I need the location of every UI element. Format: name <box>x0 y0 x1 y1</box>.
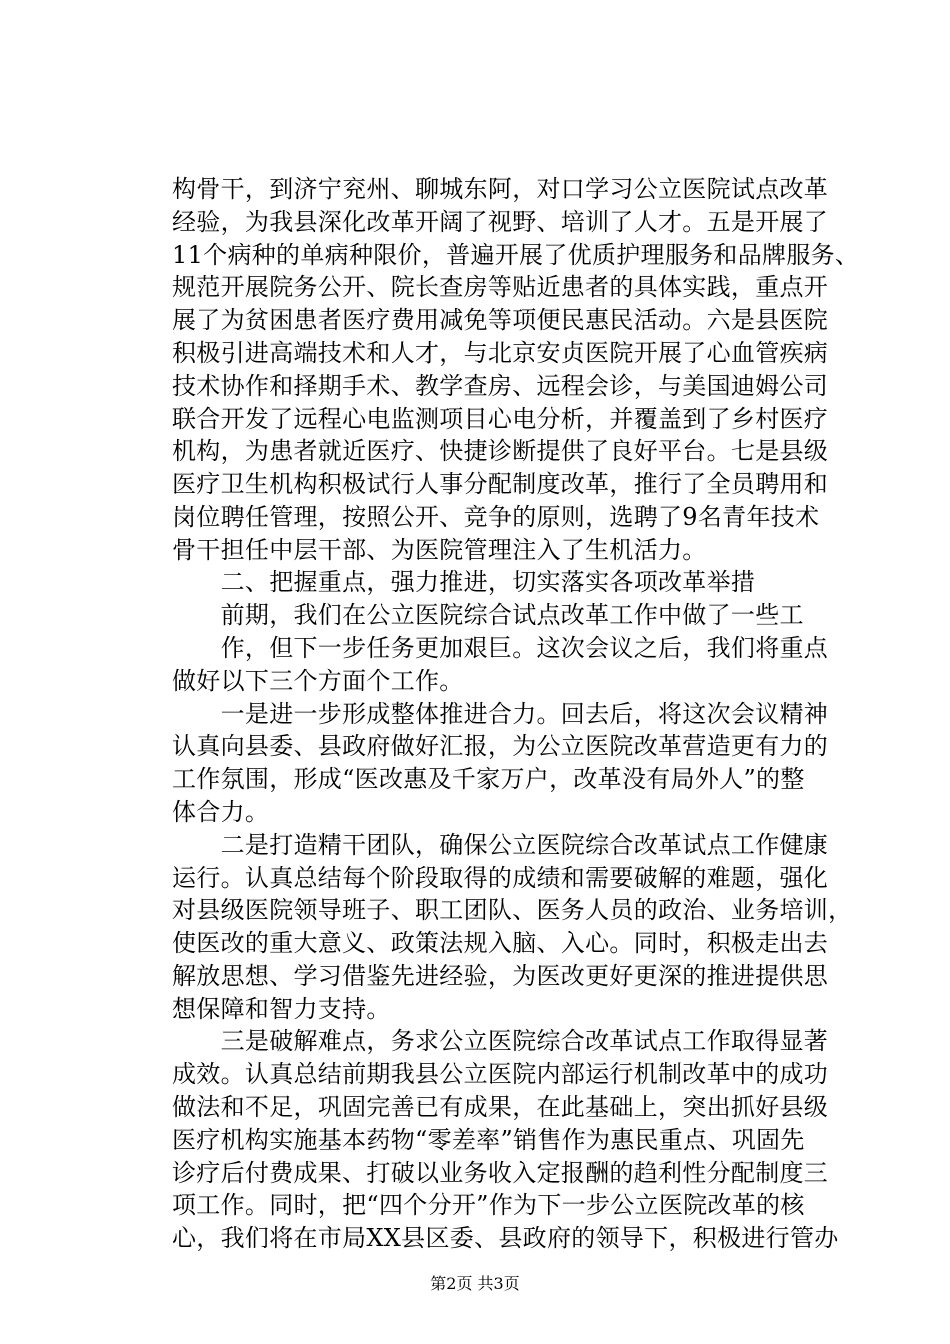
text-line: 医疗卫生机构积极试行人事分配制度改革，推行了全员聘用和 <box>172 470 829 499</box>
text-line: 作，但下一步任务更加艰巨。这次会议之后，我们将重点 <box>172 634 829 663</box>
text-line: 前期，我们在公立医院综合试点改革工作中做了一些工 <box>172 601 804 630</box>
text-line: 岗位聘任管理，按照公开、竞争的原则，选聘了9名青年技术 <box>172 502 820 531</box>
text-line: 积极引进高端技术和人才，与北京安贞医院开展了心血管疾病 <box>172 338 829 367</box>
text-line: 做法和不足，巩固完善已有成果，在此基础上，突出抓好县级 <box>172 1093 829 1122</box>
text-line: 心，我们将在市局XX县区委、县政府的领导下，积极进行管办 <box>172 1224 839 1253</box>
text-line: 工作氛围，形成“医改惠及千家万户，改革没有局外人”的整 <box>172 765 805 794</box>
section-heading: 二、把握重点，强力推进，切实落实各项改革举措 <box>172 568 756 597</box>
text-line: 做好以下三个方面个工作。 <box>172 666 464 695</box>
text-line: 使医改的重大意义、政策法规入脑、入心。同时，积极走出去 <box>172 929 829 958</box>
text-line: 一是进一步形成整体推进合力。回去后，将这次会议精神 <box>172 699 829 728</box>
text-line: 展了为贫困患者医疗费用减免等项便民惠民活动。六是县医院 <box>172 306 829 335</box>
text-line: 11个病种的单病种限价，普遍开展了优质护理服务和品牌服务、 <box>172 240 860 269</box>
text-line: 骨干担任中层干部、为医院管理注入了生机活力。 <box>172 535 707 564</box>
text-line: 项工作。同时，把“四个分开”作为下一步公立医院改革的核 <box>172 1191 805 1220</box>
text-line: 三是破解难点，务求公立医院综合改革试点工作取得显著 <box>172 1027 829 1056</box>
text-line: 技术协作和择期手术、教学查房、远程会诊，与美国迪姆公司 <box>172 371 829 400</box>
text-line: 规范开展院务公开、院长查房等贴近患者的具体实践，重点开 <box>172 273 829 302</box>
text-line: 诊疗后付费成果、打破以业务收入定报酬的趋利性分配制度三 <box>172 1158 829 1187</box>
text-line: 二是打造精干团队，确保公立医院综合改革试点工作健康 <box>172 830 829 859</box>
text-line: 解放思想、学习借鉴先进经验，为医改更好更深的推进提供思 <box>172 961 829 990</box>
text-line: 运行。认真总结每个阶段取得的成绩和需要破解的难题，强化 <box>172 863 829 892</box>
text-line: 认真向县委、县政府做好汇报，为公立医院改革营造更有力的 <box>172 732 829 761</box>
text-line: 联合开发了远程心电监测项目心电分析，并覆盖到了乡村医疗 <box>172 404 829 433</box>
text-line: 机构，为患者就近医疗、快捷诊断提供了良好平台。七是县级 <box>172 437 829 466</box>
text-line: 想保障和智力支持。 <box>172 994 391 1023</box>
text-line: 体合力。 <box>172 797 270 826</box>
page-footer: 第2页 共3页 <box>430 1274 520 1293</box>
text-line: 构骨干，到济宁兖州、聊城东阿，对口学习公立医院试点改革 <box>172 175 829 203</box>
text-line: 医疗机构实施基本药物“零差率”销售作为惠民重点、巩固先 <box>172 1125 805 1154</box>
text-line: 成效。认真总结前期我县公立医院内部运行机制改革中的成功 <box>172 1060 829 1089</box>
text-line: 经验，为我县深化改革开阔了视野、培训了人才。五是开展了 <box>172 207 829 236</box>
text-line: 对县级医院领导班子、职工团队、医务人员的政治、业务培训， <box>172 896 853 925</box>
